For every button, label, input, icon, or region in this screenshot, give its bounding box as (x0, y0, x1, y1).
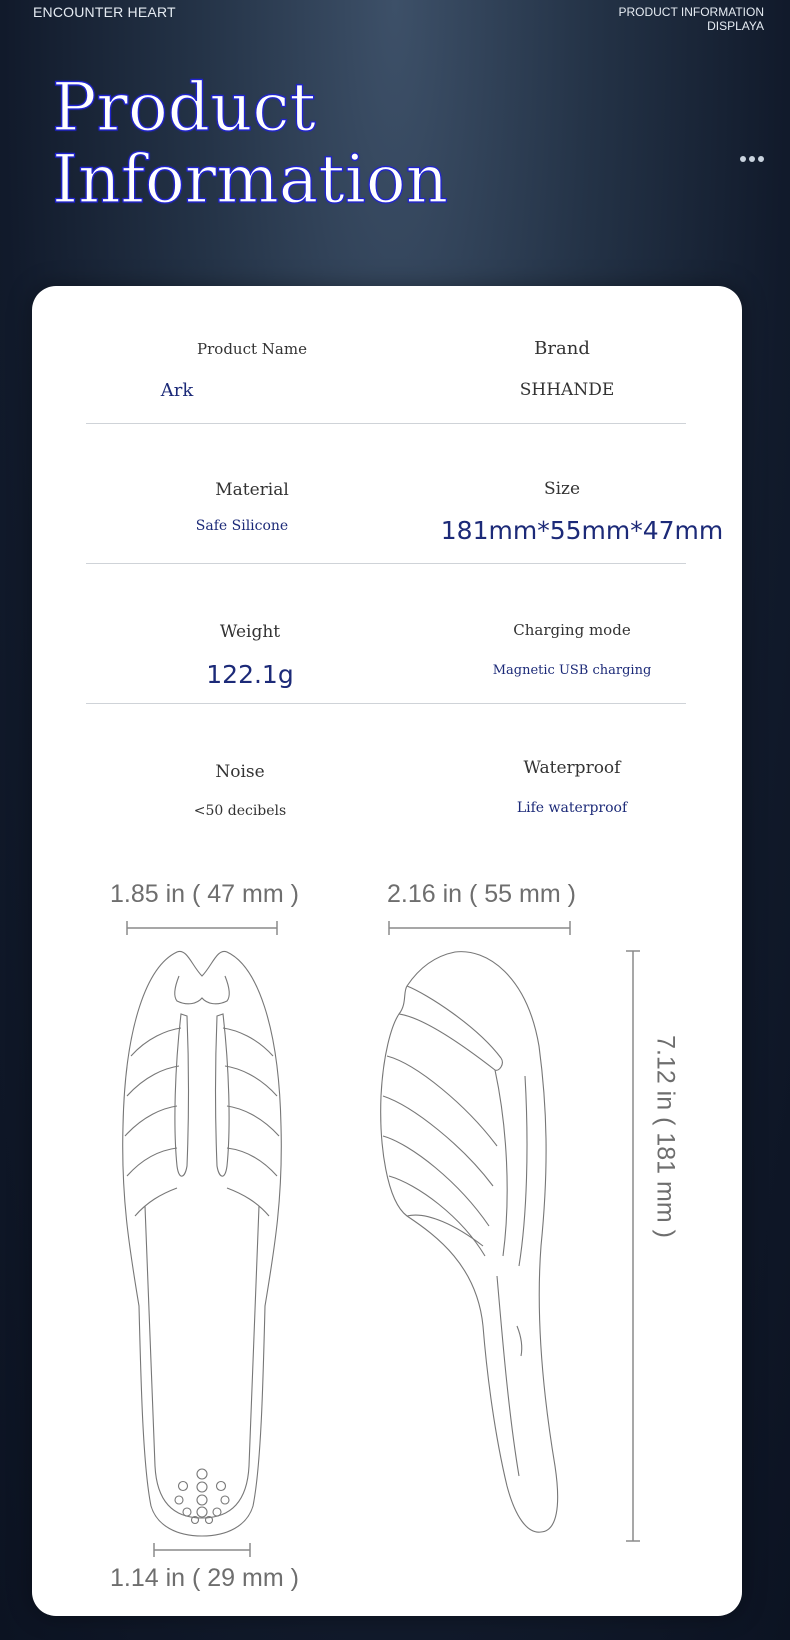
spec-value-brand: SHHANDE (519, 380, 615, 400)
product-front-view (117, 946, 287, 1546)
product-side-view (377, 946, 617, 1546)
spec-label-noise: Noise (215, 762, 265, 782)
spec-label-material: Material (215, 480, 289, 500)
spec-value-charging: Magnetic USB charging (492, 663, 652, 678)
section-label (618, 5, 764, 33)
section-label-line2: DISPLAYA (707, 19, 764, 33)
brand-label: ENCOUNTER HEART (33, 4, 176, 20)
spec-value-weight: 122.1g (206, 660, 294, 689)
spec-label-size: Size (543, 479, 581, 499)
dot (740, 156, 746, 162)
height-label: 7.12 in ( 181 mm ) (651, 1035, 680, 1238)
spec-label-weight: Weight (219, 622, 281, 642)
spec-value-product-name: Ark (160, 380, 194, 401)
more-dots-icon[interactable] (740, 156, 764, 162)
spec-label-waterproof: Waterproof (523, 758, 621, 778)
spec-value-noise: <50 decibels (193, 803, 287, 819)
front-width-label: 1.85 in ( 47 mm ) (110, 880, 299, 908)
spec-label-charging: Charging mode (513, 621, 631, 639)
dot (749, 156, 755, 162)
section-label-line1: PRODUCT INFORMATION (618, 5, 764, 19)
spec-label-brand: Brand (534, 338, 590, 359)
spec-value-material: Safe Silicone (195, 518, 289, 534)
base-width-label: 1.14 in ( 29 mm ) (110, 1564, 299, 1592)
product-info-card (32, 286, 742, 1616)
dot (758, 156, 764, 162)
page-title-line1: Product (52, 69, 316, 146)
spec-value-size: 181mm*55mm*47mm (440, 516, 724, 545)
page-title-line2: Information (52, 141, 449, 218)
side-width-label: 2.16 in ( 55 mm ) (387, 880, 576, 908)
spec-label-product-name: Product Name (197, 340, 307, 358)
spec-value-waterproof: Life waterproof (516, 800, 628, 816)
page-title (52, 69, 449, 218)
